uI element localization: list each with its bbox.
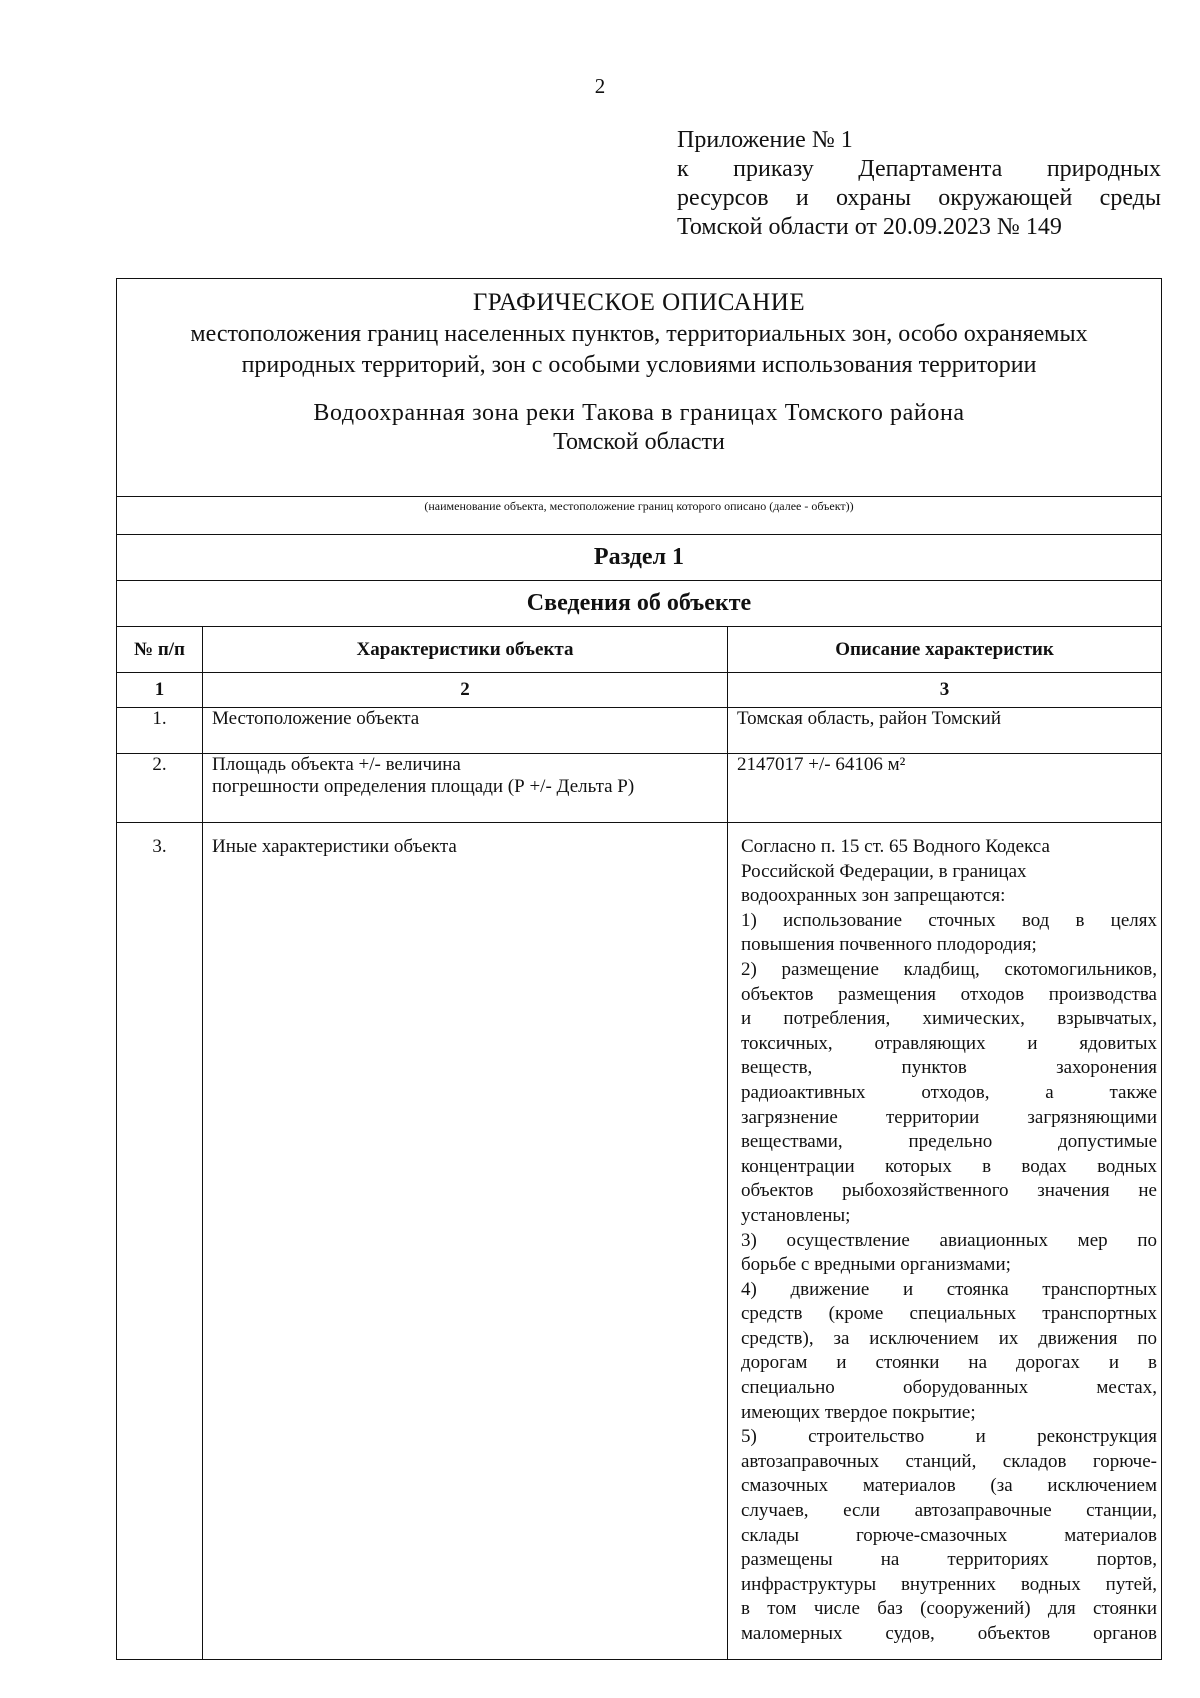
- row-characteristic: Иные характеристики объекта: [203, 823, 728, 1660]
- description-line: установлены;: [741, 1204, 851, 1226]
- row-description: Томская область, район Томский: [728, 708, 1162, 754]
- description-line: специально оборудованных местах,: [741, 1377, 1157, 1399]
- row-characteristic: Местоположение объекта: [203, 708, 728, 754]
- description-line: инфраструктуры внутренних водных путей,: [741, 1573, 1157, 1595]
- document-subtitle: местоположения границ населенных пунктов, территориальных зон, особо охраняемых природных территорий, зон с особыми условиями использования территории: [190, 321, 1088, 378]
- description-line: дорогам и стоянки на дорогах и в: [741, 1352, 1157, 1374]
- column-header: № п/п: [117, 627, 203, 673]
- description-line: токсичных, отравляющих и ядовитых: [741, 1032, 1157, 1054]
- column-numbers: [117, 673, 1162, 708]
- description-line: борьбе с вредными организмами;: [741, 1254, 1011, 1276]
- document-table: [116, 278, 1162, 1660]
- description-line: водоохранных зон запрещаются:: [741, 885, 1006, 907]
- section-title: Раздел 1: [117, 535, 1162, 581]
- column-number: 1: [117, 673, 203, 708]
- appendix-title: Приложение № 1: [677, 127, 853, 153]
- description-line: Российской Федерации, в границах: [741, 860, 1027, 882]
- row-number: 2.: [117, 754, 203, 823]
- table-row: [117, 823, 1162, 1660]
- column-number: 2: [203, 673, 728, 708]
- description-line: случаев, если автозаправочные станции,: [741, 1500, 1157, 1522]
- row-characteristic-line: погрешности определения площади (Р +/- Дельта Р): [212, 776, 635, 797]
- section-subtitle: Сведения об объекте: [117, 581, 1162, 627]
- description-line: загрязнение территории загрязняющими: [741, 1106, 1157, 1128]
- description-line: имеющих твердое покрытие;: [741, 1401, 976, 1423]
- page-number: 2: [594, 74, 606, 98]
- row-characteristic: [203, 754, 728, 823]
- row-description: [728, 823, 1162, 1660]
- description-line: автозаправочных станций, складов горюче-: [741, 1450, 1157, 1472]
- description-line: концентрации которых в водах водных: [741, 1155, 1157, 1177]
- object-caption: (наименование объекта, местоположение границ которого описано (далее - объект)): [117, 497, 1162, 535]
- appendix-line: ресурсов и охраны окружающей среды: [677, 185, 1161, 211]
- row-characteristic-line: Площадь объекта +/- величина: [212, 754, 461, 775]
- description-line: размещены на территориях портов,: [741, 1549, 1157, 1571]
- description-line: радиоактивных отходов, а также: [741, 1081, 1157, 1103]
- description-line: повышения почвенного плодородия;: [741, 934, 1037, 956]
- description-line: и потребления, химических, взрывчатых,: [741, 1008, 1157, 1030]
- appendix-block: [677, 126, 1161, 242]
- appendix-line: к приказу Департамента природных: [677, 156, 1161, 182]
- document-header: [117, 279, 1162, 497]
- table-row: [117, 708, 1162, 754]
- table-row: [117, 754, 1162, 823]
- description-line: склады горюче-смазочных материалов: [741, 1524, 1157, 1546]
- column-header: Характеристики объекта: [203, 627, 728, 673]
- description-line: объектов размещения отходов производства: [741, 983, 1157, 1005]
- description-line: в том числе баз (сооружений) для стоянки: [741, 1598, 1157, 1620]
- description-line: смазочных материалов (за исключением: [741, 1475, 1157, 1497]
- description-line: веществами, предельно допустимые: [741, 1131, 1157, 1153]
- description-line: средств (кроме специальных транспортных: [741, 1303, 1157, 1325]
- description-text: [741, 835, 1157, 1647]
- appendix-line: Томской области от 20.09.2023 № 149: [677, 214, 1062, 240]
- description-line: маломерных судов, объектов органов: [741, 1623, 1157, 1644]
- row-number: 1.: [117, 708, 203, 754]
- object-name: Водоохранная зона реки Такова в границах Томского района: [313, 400, 965, 426]
- description-line: 2) размещение кладбищ, скотомогильников,: [741, 958, 1157, 980]
- row-number: 3.: [117, 823, 203, 1660]
- column-header: Описание характеристик: [728, 627, 1162, 673]
- object-name-continued: Томской области: [553, 429, 725, 455]
- description-line: объектов рыбохозяйственного значения не: [741, 1180, 1157, 1202]
- description-line: веществ, пунктов захоронения: [741, 1057, 1157, 1079]
- description-line: 5) строительство и реконструкция: [741, 1426, 1157, 1448]
- description-line: средств), за исключением их движения по: [741, 1327, 1157, 1349]
- column-number: 3: [728, 673, 1162, 708]
- description-line: Согласно п. 15 ст. 65 Водного Кодекса: [741, 836, 1050, 857]
- description-line: 4) движение и стоянка транспортных: [741, 1278, 1157, 1300]
- document-title: ГРАФИЧЕСКОЕ ОПИСАНИЕ: [472, 289, 806, 316]
- description-line: 1) использование сточных вод в целях: [741, 909, 1157, 931]
- column-headers: [117, 627, 1162, 673]
- row-description: 2147017 +/- 64106 м²: [728, 754, 1162, 823]
- description-line: 3) осуществление авиационных мер по: [741, 1229, 1157, 1251]
